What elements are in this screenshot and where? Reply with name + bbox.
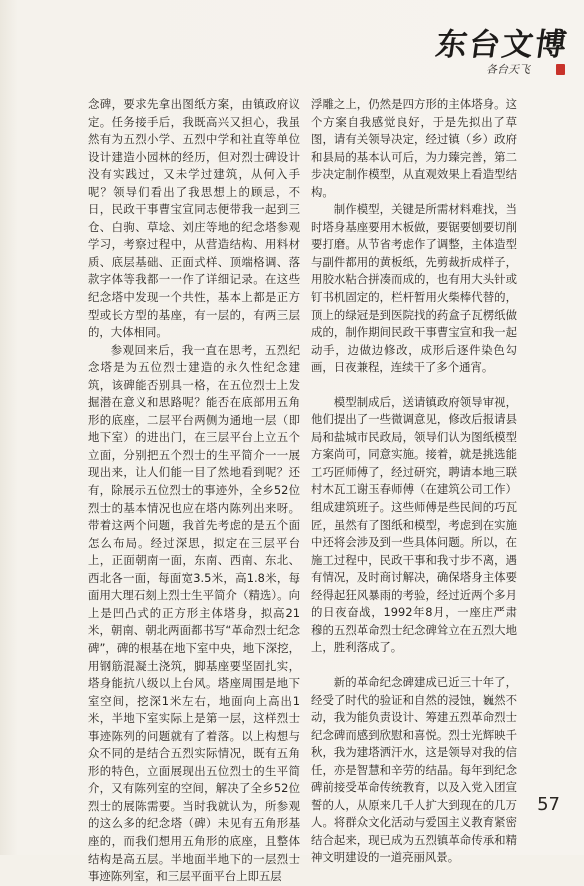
red-seal-icon (556, 64, 565, 75)
paragraph: 念碑，要求先拿出图纸方案，由镇政府议定。任务接手后，我既高兴又担心，我虽然有为五烈小学、五烈中学和社直等单位设计建造小园林的经历，但对烈士碑设计没有实践过，又未学过建筑，从何入手呢？领导们看出了我思想上的顾忌，不日，民政干事曹宝宣同志便带我一起到三仓、白驹、草埝、刘庄等地的纪念塔参观学习，考察过程中，从营造结构、用料材质、底层基础、正面式样、顶端格调、落款字体等我都一一作了详细记录。在这些纪念塔中发现一个共性，基本上都是正方型或长方型的基座，有一层的，有两三层的，大体相同。 (88, 97, 300, 340)
paragraph: 模型制成后，送请镇政府领导审视，他们提出了一些微调意见，修改后报请县局和盐城市民政局，领导们认为图纸模型方案尚可，同意实施。接着，就是挑选能工巧匠师傅了，经过研究，聘请本地三联村木瓦工谢玉春师傅（在建筑公司工作）组成建筑班子。这些师傅是些民间的巧瓦匠，虽然有了图纸和模型，考虑到在实施中还将会涉及到一些具体问题。所以，在施工过程中，民政干事和我寸步不离，遇有情况，及时商讨解决，确保塔身主体要经得起狂风暴雨的考验，经过近两个多月的日夜奋战，1992年8月，一座庄严肃穆的五烈革命烈士纪念碑耸立在五烈大地上，胜利落成了。 (311, 394, 517, 655)
paragraph: 浮雕之上，仍然是四方形的主体塔身。这个方案自我感觉良好，于是先拟出了草图，请有关领导决定，经过镇（乡）政府和县局的基本认可后，为力臻完善，第二步决定制作模型，从直观效果上看造型结构。 (311, 97, 517, 199)
text-column-left (88, 96, 300, 884)
paragraph: 参观回来后，我一直在思考，五烈纪念塔是为五位烈士建造的永久性纪念建筑，该碑能否别具一格，在五位烈士上发掘潜在意义和思路呢？能否在底部用五角形的底座，二层平台两侧为通地一层（即地下室）的进出门，在三层平台上立五个立面，分别把五个烈士的生平简介一一展现出来，让人们能一目了然地看到呢？还有，除展示五位烈士的事迹外，全乡52位烈士的基本情况也应在塔内陈列出来呀。带着这两个问题，我首先考虑的是五个面怎么布局。经过深思，拟定在三层平台上，正面朝南一面，东南、西南、东北、西北各一面，每面宽3.5米，高1.8米，每面用大理石刻上烈士生平简介（精选）。向上是凹凸式的正方形主体塔身，拟高21米，朝南、朝北两面都书写“革命烈士纪念碑”，碑的根基在地下室中央，地下深挖，用钢筋混凝土浇筑，脚基座要坚固扎实，塔身能抗八级以上台风。塔座周围是地下室空间，挖深1米左右，地面向上高出1米，半地下室实际上是第一层，这样烈士事迹陈列的问题就有了着落。以上构想与众不同的是结合五烈实际情况，既有五角形的特色，立面展现出五位烈士的生平简介，又有陈列室的空间，解决了全乡52位烈士的展陈需要。当时我就认为，所参观的这么多的纪念塔（碑）未见有五角形基座的，而我们想用五角形的底座，且整体结构是高五层。半地面半地下的一层烈士事迹陈列室，和三层平面平台上即五层 (88, 342, 300, 884)
page-number: 57 (537, 794, 560, 815)
paragraph: 制作模型，关键是所需材料难找，当时塔身基座要用木板做，要锯要刨要切削要打磨。从节省考虑作了调整，主体造型与副件都用的黄板纸，先剪裁折成样子，用胶水粘合拼凑而成的，也有用大头针或钉书机固定的，栏杆暂用火柴棒代替的，顶上的绿冠是到医院找的药盒子瓦楞纸做成的，制作期间民政干事曹宝宣和我一起动手，边做边修改，成形后逐件染色勾画，日夜兼程，连续干了多个通宵。 (311, 202, 517, 375)
column-logo: 东台文博 (433, 27, 571, 63)
calligraphy-signature: 各台天飞 (486, 63, 530, 76)
text-column-right (311, 96, 517, 865)
paragraph: 新的革命纪念碑建成已近三十年了，经受了时代的验证和自然的浸蚀，巍然不动，我为能负责设计、筹建五烈革命烈士纪念碑而感到欣慰和喜悦。烈士光辉映千秋，我为建塔洒汗水，这是领导对我的信任，亦是智慧和辛劳的结晶。每年到纪念碑前接受革命传统教育，以及入党入团宣誓的人，从原来几千人扩大到现在的几万人。将群众文化活动与爱国主义教育紧密结合起来，现已成为五烈镇革命传承和精神文明建设的一道亮丽风景。 (311, 674, 517, 865)
